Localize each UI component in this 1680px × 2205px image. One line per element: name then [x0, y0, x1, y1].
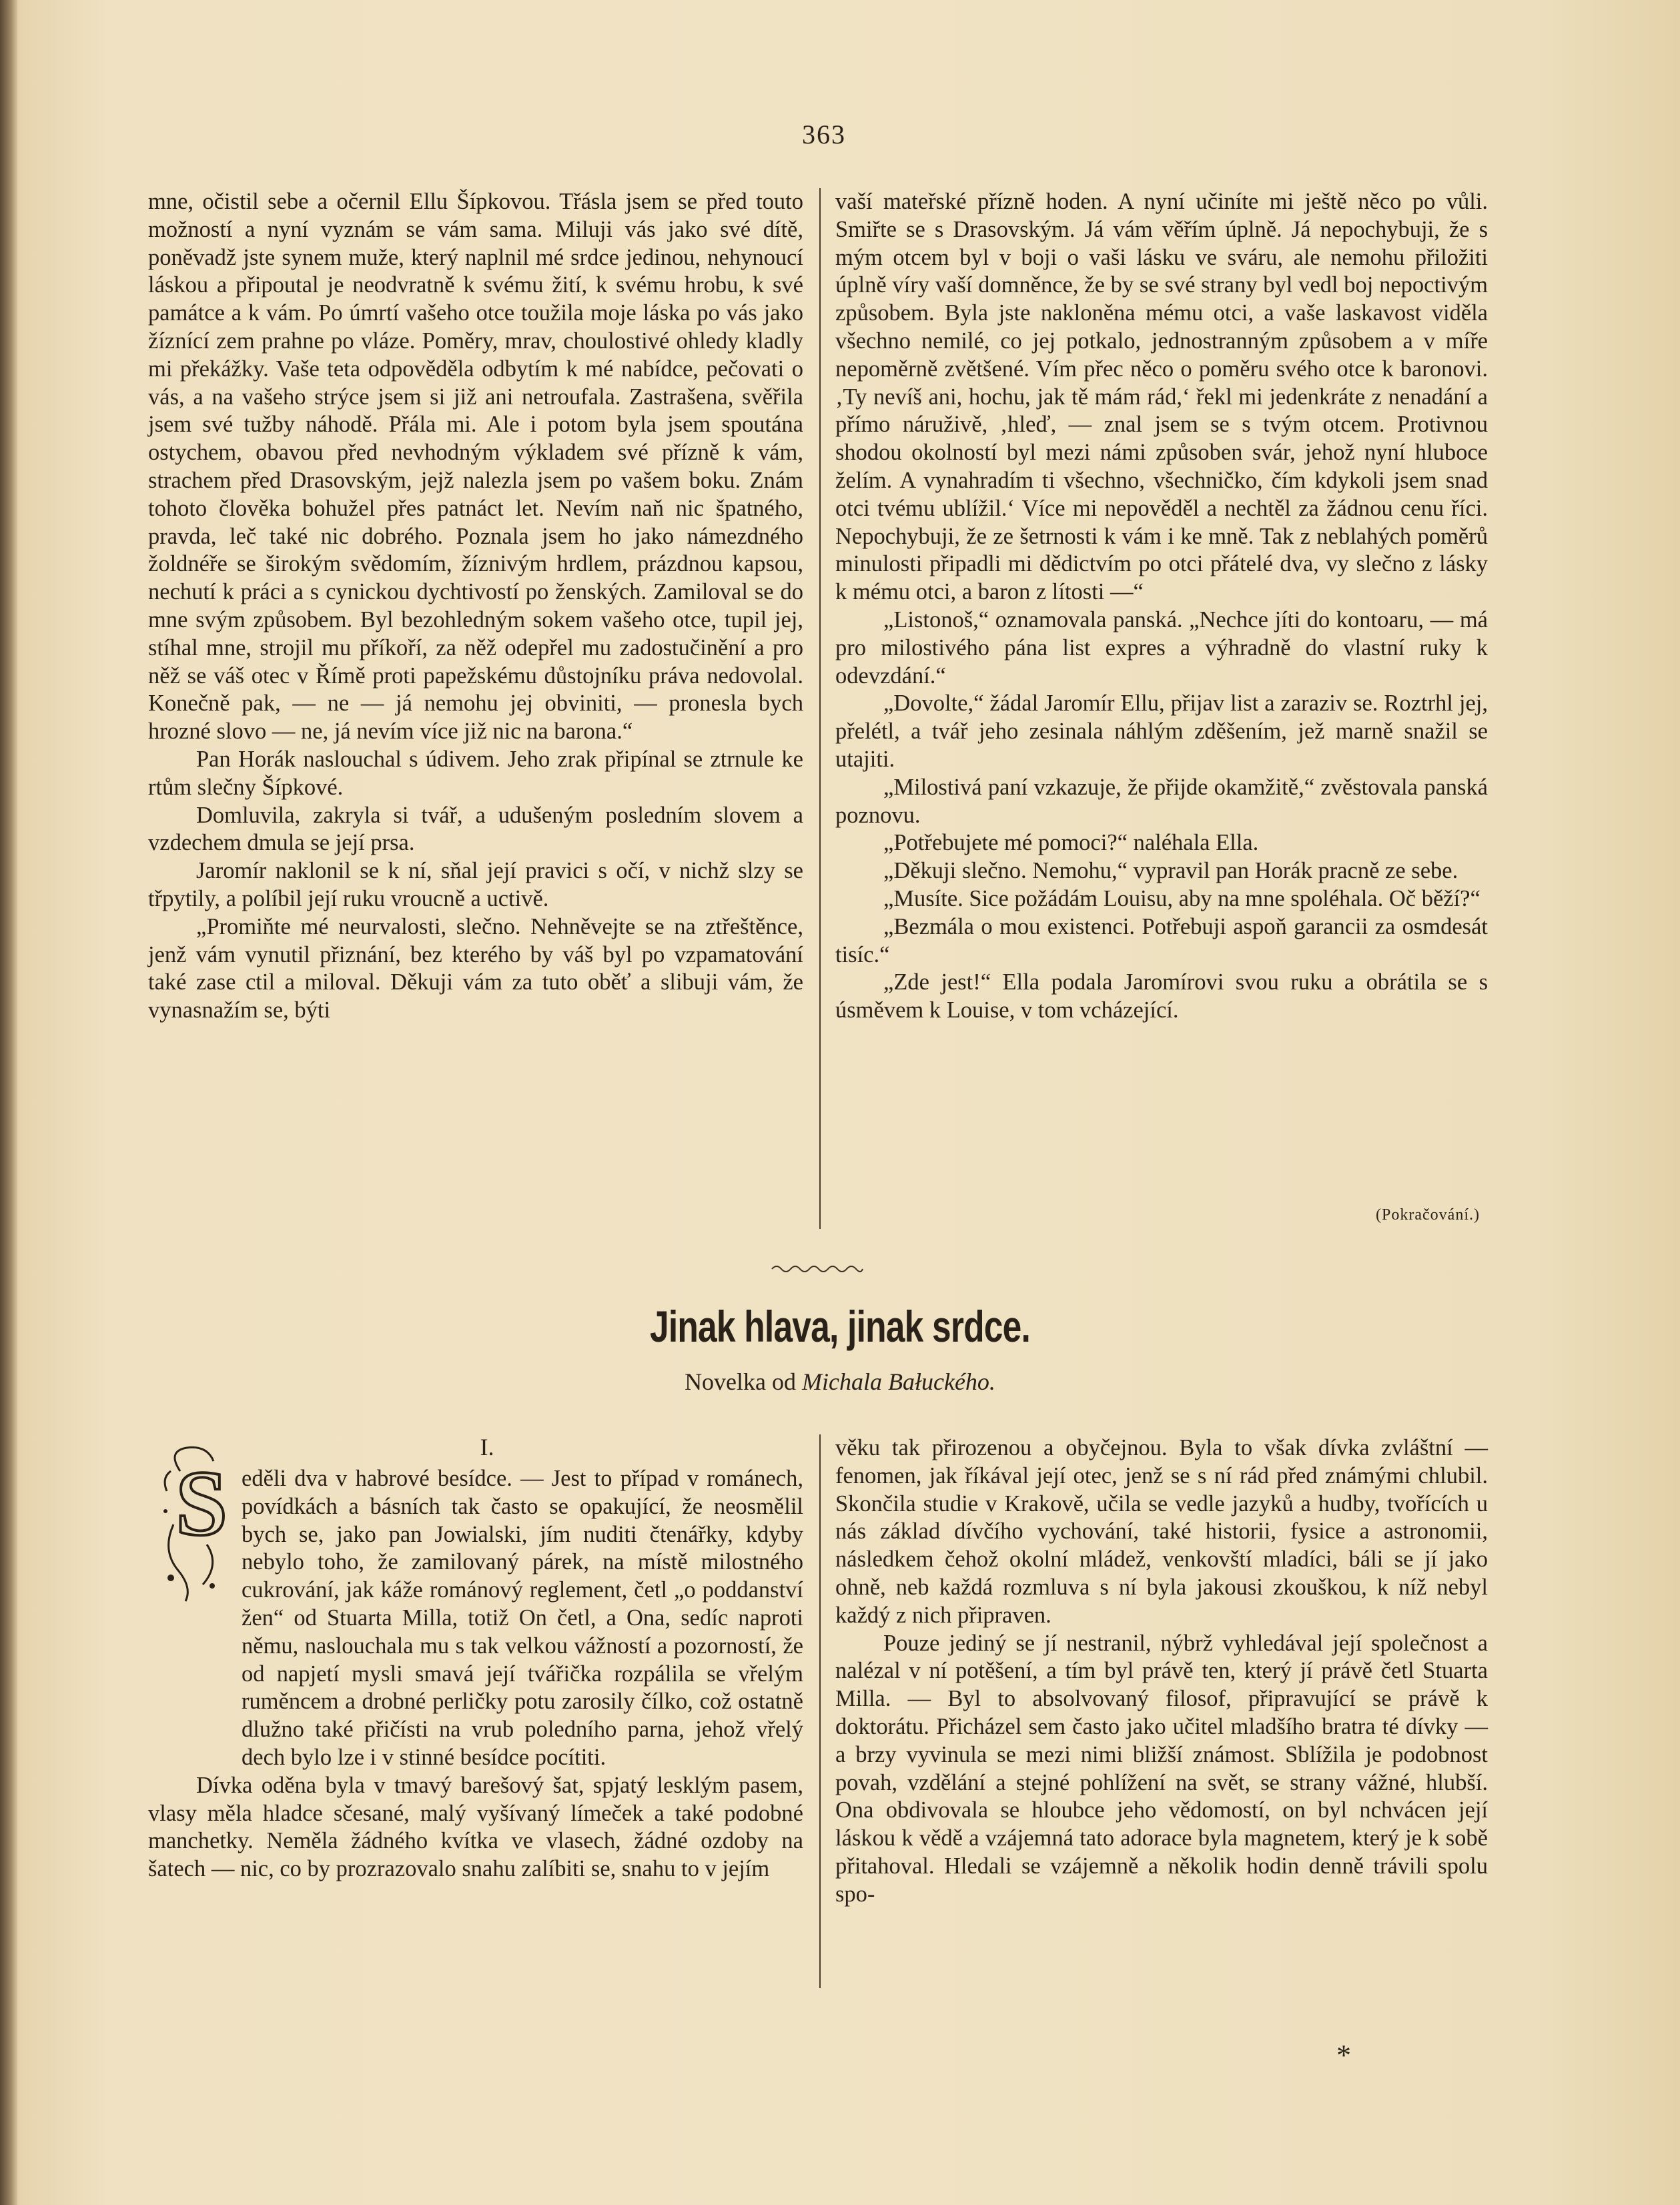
story-right-column — [835, 1434, 1488, 1909]
paragraph: Jaromír naklonil se k ní, sňal její pravici s očí, v nichž slzy se třpytily, a políbil její ruku vroucně a uctivě. — [148, 858, 803, 911]
book-gutter — [0, 0, 17, 2205]
section-ornament — [771, 1261, 864, 1277]
paragraph: Pan Horák naslouchal s údivem. Jeho zrak připínal se ztrnule ke rtům slečny Šípkové. — [148, 746, 803, 800]
paragraph: „Listonoš,“ oznamovala panská. „Nechce jíti do kontoaru, — má pro milostivého pána list expres a výhradně do vlastní ruky k odevzdání.“ — [835, 606, 1488, 689]
top-right-column — [835, 188, 1488, 1025]
story-left-column — [148, 1465, 803, 1883]
paragraph: Pouze jediný se jí nestranil, nýbrž vyhledával její společnost a nalézal v ní potěšení, a tím byl právě ten, který jí právě četl Stuarta Milla. — Byl to absolvovaný filosof, připravující se právě k doktorátu. Přicházel sem často jako učitel mladšího bratra té dívky — a brzy vyvinula se mezi nimi bližší známost. Sblížila je podobnost povah, vzdělání a stejné pohlížení na svět, se strany vážné, hlubší. Ona obdivovala se hloubce jeho vědomostí, on byl nchvácen její láskou k vědě a vzájemná tato adorace byla magnetem, který je k sobě přitahoval. Hledali se vzájemně a několik hodin denně trávili spolu spo- — [835, 1630, 1488, 1907]
paragraph: „Promiňte mé neurvalosti, slečno. Nehněvejte se na ztřeštěnce, jenž vám vynutil přiznání, bez kterého by váš byl po vzpamatování také zase ctil a miloval. Děkuji vám za tuto oběť a slibuji vám, že vynasnažím se, býti — [148, 913, 803, 1023]
paragraph: mne, očistil sebe a očernil Ellu Šípkovou. Třásla jsem se před touto možností a nyní vyznám se vám sama. Miluji vás jako své dítě, poněvadž jste synem muže, který naplnil mé srdce jedinou, nehynoucí láskou a připoutal je neodvratně k svému žití, k svému hrobu, k své památce a k vám. Po úmrtí vašeho otce toužila moje láska po vás jako žíznící zem prahne po vláze. Poměry, mrav, choulostivé ohledy kladly mi překážky. Vaše teta odpověděla odbytím k mé nabídce, pečovati o vás, a na vašeho strýce jsem si již ani netroufala. Zastrašena, svěřila jsem své tužby náhodě. Přála mi. Ale i potom byla jsem spoutána ostychem, obavou před nevhodným výkladem své přízně k vám, strachem před Drasovským, jejž nalezla jsem po vašem boku. Znám tohoto člověka bohužel přes patnáct let. Nevím naň nic špatného, pravda, leč také nic dobrého. Poznala jsem ho jako námezdného žoldnéře se širokým svědomím, žíznivým hrdlem, prázdnou kapsou, nechutí k práci a s cynickou dychtivostí po ženských. Zamiloval se do mne svým způsobem. Byl bezohledným sokem vašeho otce, tupil jej, stíhal mne, strojil mu příkoří, za něž odepřel mu zadostučinění a pro něž se váš otec v Římě proti papežskému důstojníku práva nedovolal. Konečně pak, — ne — já nemohu jej obviniti, — pronesla bych hrozné slovo — ne, já nevím více již nic na barona.“ — [148, 189, 803, 745]
paragraph: věku tak přirozenou a obyčejnou. Byla to však dívka zvláštní — fenomen, jak říkával její otec, jenž se s ní rád před známými chlubil. Skončila studie v Krakově, učila se vedle jazyků a hudby, tvořících u nás základ dívčího vychování, také historii, fysice a astronomii, následkem čehož okolní mládež, venkovští mladíci, báli se jí jako ohně, neb každá rozmluva s ní byla jakousi zkouškou, k níž nebyl každý z nich připraven. — [835, 1435, 1488, 1628]
paragraph: Dívka oděna byla v tmavý barešový šat, spjatý lesklým pasem, vlasy měla hladce sčesané, malý vyšívaný límeček a také podobné manchetky. Neměla žádného kvítka ve vlasech, žádné ozdoby na šatech — nic, co by prozrazovalo snahu zalíbiti se, snahu to v jejím — [148, 1772, 803, 1882]
section-star-mark: * — [1336, 2039, 1351, 2072]
paragraph: „Bezmála o mou existenci. Potřebuji aspoň garancii za osmdesát tisíc.“ — [835, 913, 1488, 967]
continued-label: (Pokračování.) — [1376, 1206, 1480, 1224]
paragraph: „Dovolte,“ žádal Jaromír Ellu, přijav list a zaraziv se. Roztrhl jej, přelétl, a tvář jeho zesinala náhlým zděšením, jež marně snažil se utajiti. — [835, 691, 1488, 772]
paragraph: „Musíte. Sice požádám Louisu, aby na mne spoléhala. Oč běží?“ — [883, 885, 1481, 911]
paragraph: vaší mateřské přízně hoden. A nyní učiníte mi ještě něco po vůli. Smiřte se s Drasovským. Já vám věřím úplně. Já nepochybuji, že s mým otcem byl v boji o vaši lásku ve sváru, ale nemohu přiložiti úplně víry vaší domněnce, že by se své strany byl vedl boj nepoctivým způsobem. Byla jste nakloněna mému otci, a vaše laskavost viděla všechno nemilé, co jej potkalo, jednostranným způsobem a v míře nepoměrně zvětšené. Vím přec něco o poměru svého otce k baronovi. ‚Ty nevíš ani, hochu, jak tě mám rád,‘ řekl mi jedenkráte z nenadání a přímo náruživě, ‚hleď, — znal jsem se s tvým otcem. Protivnou shodou okolností byl mezi námi způsoben svár, jehož nyní hluboce želím. A vynahradím ti všechno, všechničko, čím kdykoli jsem snad otci tvému ublížil.‘ Více mi nepověděl a nechtěl za žádnou cenu říci. Nepochybuji, že ze šetrnosti k vám i ke mně. Tak z neblahých poměrů minulosti připadli mi dědictvím po otci přátelé dva, vy slečno z lásky k mému otci, a baron z lítosti —“ — [835, 189, 1488, 605]
author-name: Michala Bałuckého. — [802, 1368, 995, 1395]
chapter-number: I. — [480, 1434, 494, 1460]
paragraph: eděli dva v habrové besídce. — Jest to případ v románech, povídkách a básních tak často se opakující, že neosmělil bych se, jako pan Jowialski, jím nuditi čtenářky, kdyby nebylo toho, že zamilovaný párek, na místě milostného cukrování, jak káže románový reglement, četl „o poddanství žen“ od Stuarta Milla, totiž On četl, a Ona, sedíc naproti němu, naslouchala mu s tak velkou vážností a pozorností, že od napjetí mysli smavá její tvářička rozpálila se vřelým ruměncem a drobné perličky potu zarosily čílko, což ostatně dlužno také přičísti na vrub poledního parna, jehož vřelý dech bylo lze i v stinné besídce pocítiti. — [242, 1466, 803, 1770]
paragraph: „Potřebujete mé pomoci?“ naléhala Ella. — [883, 830, 1259, 856]
column-divider — [819, 1434, 821, 1988]
paragraph: „Milostivá paní vzkazuje, že přijde okamžitě,“ zvěstovala panská poznovu. — [835, 774, 1488, 828]
story-byline — [0, 1368, 1680, 1396]
paragraph: „Děkuji slečno. Nemohu,“ vypravil pan Horák pracně ze sebe. — [883, 858, 1458, 884]
paragraph: „Zde jest!“ Ella podala Jaromírovi svou ruku a obrátila se s úsměvem k Louise, v tom vcházející. — [835, 969, 1488, 1023]
story-title: Jinak hlava, jinak srdce. — [650, 1302, 1030, 1351]
column-divider — [819, 188, 821, 1229]
dropcap-letter: S — [175, 1452, 228, 1555]
page-number: 363 — [802, 119, 846, 149]
top-left-column — [148, 188, 803, 1025]
byline-prefix: Novelka od — [685, 1368, 797, 1395]
paragraph: Domluvila, zakryla si tvář, a udušeným posledním slovem a vzdechem dmula se její prsa. — [148, 802, 803, 856]
